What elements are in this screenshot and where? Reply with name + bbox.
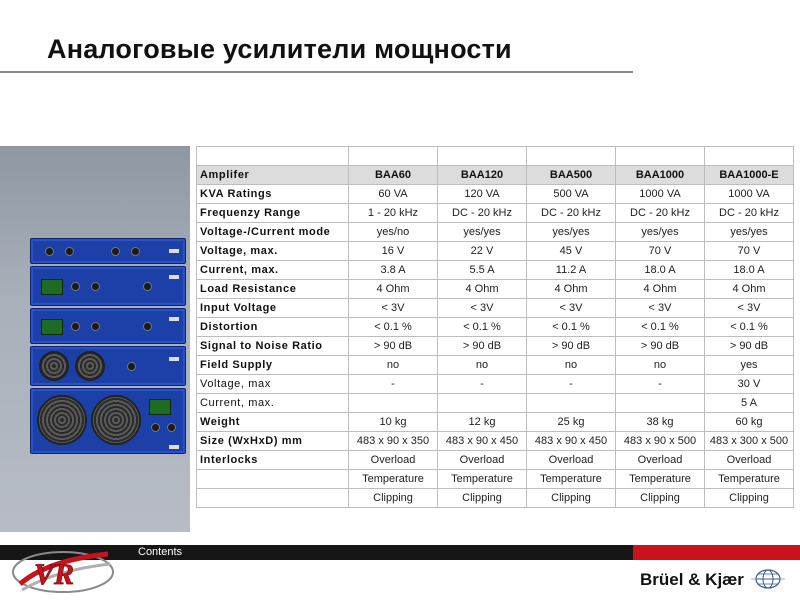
- row-label: [197, 489, 349, 508]
- table-cell: -: [349, 375, 438, 394]
- table-cell: 483 x 90 x 500: [616, 432, 705, 451]
- table-cell: 16 V: [349, 242, 438, 261]
- table-cell: [438, 394, 527, 413]
- contents-link[interactable]: Contents: [138, 546, 183, 558]
- table-cell: 1000 VA: [616, 185, 705, 204]
- table-cell: 70 V: [616, 242, 705, 261]
- table-cell: 30 V: [705, 375, 794, 394]
- table-cell: > 90 dB: [349, 337, 438, 356]
- table-cell: [616, 394, 705, 413]
- column-header: BAA1000: [616, 166, 705, 185]
- table-cell: Temperature: [527, 470, 616, 489]
- table-cell: 10 kg: [349, 413, 438, 432]
- table-row: [197, 337, 794, 356]
- table-cell: 500 VA: [527, 185, 616, 204]
- table-cell: 22 V: [438, 242, 527, 261]
- column-header: BAA120: [438, 166, 527, 185]
- table-cell: Temperature: [616, 470, 705, 489]
- table-cell: Clipping: [349, 489, 438, 508]
- table-cell: 4 Ohm: [349, 280, 438, 299]
- table-cell: Overload: [527, 451, 616, 470]
- title-divider: [0, 71, 633, 73]
- table-cell: 11.2 A: [527, 261, 616, 280]
- table-cell: 1 - 20 kHz: [349, 204, 438, 223]
- table-cell: 5.5 A: [438, 261, 527, 280]
- table-row: [197, 413, 794, 432]
- table-cell: Temperature: [349, 470, 438, 489]
- table-cell: yes/yes: [705, 223, 794, 242]
- table-cell: 18.0 A: [705, 261, 794, 280]
- table-cell: 4 Ohm: [616, 280, 705, 299]
- table-cell: 4 Ohm: [438, 280, 527, 299]
- vr-logo-icon: [8, 540, 118, 598]
- table-row: [197, 318, 794, 337]
- table-cell: 5 A: [705, 394, 794, 413]
- spec-table: [196, 146, 794, 508]
- table-cell: 120 VA: [438, 185, 527, 204]
- page-title: Аналоговые усилители мощности: [47, 34, 512, 64]
- table-cell: > 90 dB: [705, 337, 794, 356]
- row-label: [197, 470, 349, 489]
- table-row: [197, 204, 794, 223]
- table-row: [197, 223, 794, 242]
- table-cell: Overload: [705, 451, 794, 470]
- table-cell: yes/yes: [527, 223, 616, 242]
- table-cell: 3.8 A: [349, 261, 438, 280]
- table-cell: yes/yes: [438, 223, 527, 242]
- table-cell: < 3V: [349, 299, 438, 318]
- table-cell: Overload: [349, 451, 438, 470]
- table-row: [197, 280, 794, 299]
- table-cell: 60 VA: [349, 185, 438, 204]
- column-header: BAA1000-E: [705, 166, 794, 185]
- row-label: KVA Ratings: [197, 185, 349, 204]
- table-cell: DC - 20 kHz: [527, 204, 616, 223]
- table-cell: > 90 dB: [438, 337, 527, 356]
- table-cell: [527, 394, 616, 413]
- table-cell: < 3V: [527, 299, 616, 318]
- table-cell: > 90 dB: [527, 337, 616, 356]
- table-cell: Overload: [438, 451, 527, 470]
- table-cell: < 3V: [705, 299, 794, 318]
- table-cell: < 0.1 %: [705, 318, 794, 337]
- table-cell: 1000 VA: [705, 185, 794, 204]
- table-row: [197, 185, 794, 204]
- table-cell: Temperature: [705, 470, 794, 489]
- column-header: Amplifer: [197, 166, 349, 185]
- table-cell: < 0.1 %: [616, 318, 705, 337]
- table-cell: 18.0 A: [616, 261, 705, 280]
- table-cell: Temperature: [438, 470, 527, 489]
- row-label: Load Resistance: [197, 280, 349, 299]
- table-cell: Overload: [616, 451, 705, 470]
- row-label: Signal to Noise Ratio: [197, 337, 349, 356]
- row-label: Voltage, max: [197, 375, 349, 394]
- table-cell: > 90 dB: [616, 337, 705, 356]
- table-cell: DC - 20 kHz: [705, 204, 794, 223]
- table-cell: 12 kg: [438, 413, 527, 432]
- table-cell: 4 Ohm: [527, 280, 616, 299]
- table-cell: < 3V: [438, 299, 527, 318]
- table-cell: DC - 20 kHz: [616, 204, 705, 223]
- table-cell: 483 x 90 x 350: [349, 432, 438, 451]
- table-cell: < 0.1 %: [349, 318, 438, 337]
- svg-text:VR: VR: [34, 558, 75, 591]
- table-cell: < 0.1 %: [527, 318, 616, 337]
- rack-unit: [30, 308, 186, 344]
- table-cell: 483 x 90 x 450: [527, 432, 616, 451]
- table-cell: 483 x 300 x 500: [705, 432, 794, 451]
- row-label: Distortion: [197, 318, 349, 337]
- table-cell: Clipping: [705, 489, 794, 508]
- table-cell: no: [616, 356, 705, 375]
- row-label: Voltage, max.: [197, 242, 349, 261]
- table-row: [197, 432, 794, 451]
- table-cell: DC - 20 kHz: [438, 204, 527, 223]
- row-label: Size (WxHxD) mm: [197, 432, 349, 451]
- row-label: Current, max.: [197, 394, 349, 413]
- row-label: Field Supply: [197, 356, 349, 375]
- table-header-row: [197, 166, 794, 185]
- table-cell: 4 Ohm: [705, 280, 794, 299]
- table-cell: 60 kg: [705, 413, 794, 432]
- column-header: BAA60: [349, 166, 438, 185]
- table-row: [197, 470, 794, 489]
- table-cell: -: [527, 375, 616, 394]
- table-cell: Clipping: [438, 489, 527, 508]
- table-cell: < 0.1 %: [438, 318, 527, 337]
- row-label: Frequenzy Range: [197, 204, 349, 223]
- table-row: [197, 375, 794, 394]
- rack-unit: [30, 388, 186, 454]
- row-label: Weight: [197, 413, 349, 432]
- table-row: [197, 261, 794, 280]
- footer-accent-bar: [633, 545, 800, 560]
- table-cell: yes/yes: [616, 223, 705, 242]
- table-cell: 45 V: [527, 242, 616, 261]
- table-cell: Clipping: [527, 489, 616, 508]
- row-label: Voltage-/Current mode: [197, 223, 349, 242]
- table-cell: [349, 394, 438, 413]
- rack-unit: [30, 238, 186, 264]
- table-cell: no: [438, 356, 527, 375]
- table-cell: yes/no: [349, 223, 438, 242]
- table-cell: -: [438, 375, 527, 394]
- table-spacer-row: [197, 147, 794, 166]
- table-row: [197, 451, 794, 470]
- table-cell: no: [349, 356, 438, 375]
- table-cell: 38 kg: [616, 413, 705, 432]
- amplifier-rack-photo: [0, 146, 190, 532]
- column-header: BAA500: [527, 166, 616, 185]
- row-label: Input Voltage: [197, 299, 349, 318]
- row-label: Current, max.: [197, 261, 349, 280]
- table-cell: Clipping: [616, 489, 705, 508]
- globe-icon: [751, 568, 785, 590]
- brand-name: Brüel & Kjær: [640, 570, 744, 589]
- table-row: [197, 356, 794, 375]
- table-row: [197, 394, 794, 413]
- table-cell: 70 V: [705, 242, 794, 261]
- table-cell: yes: [705, 356, 794, 375]
- table-cell: -: [616, 375, 705, 394]
- rack-unit: [30, 266, 186, 306]
- table-row: [197, 242, 794, 261]
- table-row: [197, 489, 794, 508]
- rack-unit: [30, 346, 186, 386]
- table-cell: < 3V: [616, 299, 705, 318]
- row-label: Interlocks: [197, 451, 349, 470]
- table-cell: no: [527, 356, 616, 375]
- table-cell: 483 x 90 x 450: [438, 432, 527, 451]
- table-row: [197, 299, 794, 318]
- table-cell: 25 kg: [527, 413, 616, 432]
